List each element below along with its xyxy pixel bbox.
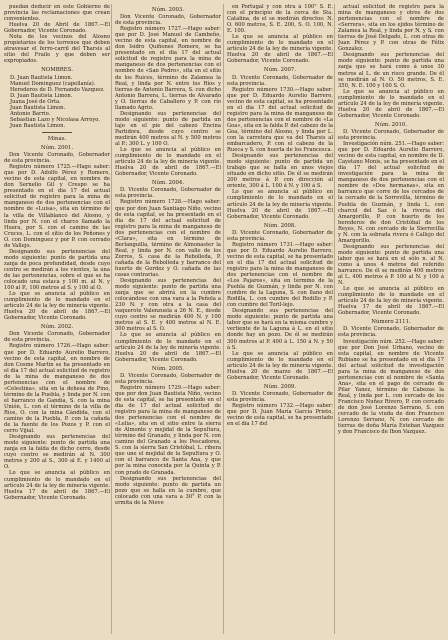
paragraph: Investigación núm. 252.—Hago saber: que por Don José Urbano, vecino de esta capital, en nombre de Vicente Rubiano se ha presentado en el dia 17 del actual solicitud de investigación para la mina de manganeso de dos pertenencias con el nombre de «Santa Ana», sita en el pago de cercado de Pilar Yanez, término de Cabezas la Real, y linda por L. con cercado de los Francisco Nuñez Rivero, P. con cercado de don José Lorenzo Serrano, S. con cercado de la viuda de don Francisco Lorenzo Serrano, N. con cercado de tierras de doña María Esteban Vazquez y don Francisco de Ibon Vazquez.: [338, 338, 444, 436]
name-entry: Juan Bautista Limon.: [10, 104, 66, 111]
paragraph: Huelva 20 de Abril de 1867.—El Gobernador, Vicente Coronado.: [4, 22, 110, 35]
column-divider: [223, 4, 224, 634]
paragraph: Registro número 1726.—Hago saber: que por D. Eduardo Aurelio Barrero, vecino de esta capital, en nombre de don Cosme Martin se ha presentado en el dia 17 del actual solicitud de registro de la mina de manganeso de dos pertenencias con el nombre de «Celestina», sita en la dehesa de Pino, término de la Puebla, y linda por N. con el barranco de Gandía, S. con la mina Unión, L. con el término de la villa de Ríos, O. con la mina Cándida, con el camino de la Puebla, P. con la cañada de la fuente de los Pozos y P. con el cerro Vijial.: [4, 343, 110, 435]
paragraph: Lo que se anuncia al público en cumplimiento de lo mandado en el artículo 24 de la ley de minería vigente. Huelva 20 de abril de 1867.—El Gobernador, Vicente Coronado.: [115, 332, 221, 363]
paragraph: puedan deducir en este Gobierno de provincia las reclamaciones que crean convenientes.: [4, 4, 110, 23]
name-entry: Manuel Dominguez (capellanía).: [10, 80, 96, 87]
paragraph: Registro número 1729.—Hago saber: que por don Juan Bautista Niño, vecino de esta capital, se ha presentado en el dia de 17 del actual solicitud de registro para la mina de manganeso de dos pertenencias con el nombre de «Lelia», sita en el sitio entre la sierra de Almonte y mejidal de la Sepultura, término del Granado, y linda por N. con camino del Granado a los Pescadores, S. con la sierra San Cristóbal, L. ribera que une el mejidal de la Sepultura y O. con el barranco de Santa Ana, y que por la mina conocida por la Quinta y P. con prado de Granada.: [115, 384, 221, 476]
section-heading: NOMBRES.: [41, 67, 73, 74]
column-2: [115, 4, 221, 636]
column-divider: [111, 4, 112, 634]
paragraph: Lo que se anuncia al público en cumplimiento de lo mandado en el artículo 24 de la ley de minería vigente. Huelva 20 de marzo de 1867.—El Gobernador, Vicente Coronado.: [227, 350, 333, 381]
paragraph: Designando sus pertenencias del modo siguiente: punto de partida una labor que se hará en la misma cumbre y vertiente de la Laguna á L. en el sitio donde hay un pozo. De él se medirán 300 metros al P. 400 á L. 150 á N. y 50 á S.: [227, 308, 333, 351]
name-entry: Sebastian Lazo y Nicolasa Arroyo.: [10, 116, 100, 123]
paragraph: Designando sus pertenencias del modo siguiente: punto de partida una zanja en la falda de dicho cerro, desde cuyo centro se medirán al N. 300 metros y 200 al S., 300 al E. y 1400 al O.: [4, 434, 110, 471]
section-heading: Núm. 2003.: [151, 7, 185, 13]
name-entry: Juana José de Orta.: [10, 98, 61, 105]
paragraph: actual solicitud de registro para la mina de manganeso y otros de dos pertenencias con el nombre de «Serrera», sita en los ejidos término de Zalamea la Real, y linda por N. y S. con tierras de José Delgado, L. con otras de Juan Pérez y P. con otras de Félix Gonzalez.: [338, 4, 444, 53]
paragraph: Don Vicente Coronado, Gobernador de esta provincia.: [4, 331, 110, 344]
paragraph: Registro número 1725.—Hago saber: que por D. Adolfo Pérez y Romero, vecino de esta capital, en nombre de don Sernelio Gil y Crespo se ha presentado en el dia 17 del actual solicitud de registro para la mina de manganeso de dos pertenencias con el nombre de «Luisa», sita en término de la villa de Villablanco del Alosno, y linda por N. con el charco llamado la Huera, por S. con el camino de las Cruces, L. con el sitio de los Peñones y O. con Dominguez y por P. con cerrado de Vallejo.: [4, 164, 110, 249]
names-list: [4, 75, 110, 129]
section-heading: Núm. 2005.: [151, 365, 185, 372]
section-heading: Número 2111.: [371, 319, 411, 326]
paragraph: Lo que se anuncia al público en cumplimiento de lo mandado en el artículo 24 de la ley de minería vigente. Huelva 20 de abril de 1867.—El Gobernador, Vicente Coronado.: [227, 189, 333, 220]
name-entry: D. Juan Bautista Limon.: [10, 74, 73, 81]
paragraph: Lo que se anuncia al público en cumplimiento de lo mandado en el artículo 24 de la ley de minería vigente. Huelva 20 de abril de 1867.—El Gobernador, Vicente Coronado.: [4, 291, 110, 322]
paragraph: Nota de los vecinos del Alosno propietarios de los terrenos que deben atravesar el ferro-carril del Tharsis al sitio del Fraile y que deben ser expropiados.: [4, 34, 110, 65]
paragraph: D. Vicente Coronado, Gobernador de esta provincia.: [227, 390, 333, 403]
paragraph: Lo que se anuncia al público en cumplimiento de lo mandado en el artículo 24 de la ley de minería vigente. Huelva 17 de abril de 1867.—El Gobernador, Vicente Coronado.: [338, 286, 444, 317]
paragraph: Don Vicente Coronado, Gobernador de esta provincia.: [115, 14, 221, 27]
section-heading: Núm. 2001.: [40, 144, 74, 151]
paragraph: Designando sus pertenencias del modo siguiente: punto de partida una zanja que se hará como á unos 30 metros al L. de un risco grande. De él se medirán al N. O. 50 metros, S. E. 350, N. E. 100 y 100 S. O.: [338, 52, 444, 89]
paragraph: Lo que se anuncia al público en cumplimiento de lo mandado en el artículo 24 de la ley de minería vigente. Huelva 20 de abril de 1867.—El Gobernador, Vicente Coronado.: [115, 147, 221, 178]
name-entry: D. Juan Bautista Limon.: [10, 92, 73, 99]
paragraph: Designando sus pertenencias del modo siguiente: punto de partida un tajo en el pie del cabezo Encina Partidora, desde cuyo centro se medirán 400 metros al N. y 500 metros al P.; 300 L. y 100 O.: [115, 110, 221, 148]
section-heading: Minas.: [47, 135, 67, 142]
section-heading: Núm. 2004.: [151, 180, 185, 187]
paragraph: Registro número 1732.—Hago saber: que por D. Juan María García Prieto, vecino de esta capital, se ha presentado en el dia 17 del: [227, 403, 333, 428]
paragraph: Designando sus pertenencias del modo siguiente: punto de partida una zanja que se abrirá en la cumbre colocándose con una vara a la Peñola a 230 N. y con otra a la casa del vaquerote Valenzuela a 26 N. E., desde cuyo centro se medirán 400 N. y 100 metros al S. E. y 400 metros al N. E. 300 metros al S. O.: [115, 278, 221, 333]
section-heading: Núm. 2009.: [263, 383, 297, 390]
section-heading: Núm. 2007.: [263, 67, 297, 74]
column-divider: [334, 4, 335, 634]
paragraph: Lo que se anuncia al público en cumplimiento de lo mandado en el artículo 24 de la ley de minería vigente. Huelva 20 de abril de 1867.—El Gobernador, Vicente Coronado.: [338, 88, 444, 119]
name-entry: Juan Bautista Limon.: [10, 122, 66, 129]
paragraph: Registro número 1727.—Hago saber: que por D. José Manuel de Cambeño, vecino de esta capital, en nombre de don Isidro Quiñones Romero, se ha presentado en el dia 17 del actual solicitud de registro para la mina de manganeso de dos pertenencias con el nombre de «San Pedro», sita en el sitio de los Ruices, término de Zalamea la Real, y linda por N. entre los Ríos y tierras de Antonio Barrera, S. con dicho Antonio Barrera, L. tierras de Alvarado y O. tierras de Caballero y P. con río llamado Agrio.: [115, 26, 221, 111]
paragraph: Registro número 1728.—Hago saber: que por don Juan Santiago Niño, vecino de esta capital, se ha presentado en el dia de 17 del actual solicitud de registro para la mina de manganeso de dos pertenencias con el nombre de «Clara», sita en término de Berlanguilla, término de Almonaster la Real, y linda por N. con valle de los Zorros, S. casa de la Rebolleda, P. cañada de la Rebolleda y barranco del huerto de Gordez y O. cañada de las casas contrarias.: [115, 199, 221, 279]
paragraph: Designando sus pertenencias del modo siguiente: punto de partida un trabajo que se halla en unos viejos situado en dicho sitio. De él se medirán 200 metros á P. con dirección al oriente, 300 á L. 100 á N. y 100 á S.: [227, 153, 333, 190]
paragraph: Lo que se anuncia al público en cumplimiento de lo mandado en el artículo 24 de la ley de minería vigente. Huelva 17 de abril de 1867.—El Gobernador, Vicente Coronado.: [4, 470, 110, 501]
column-4: [338, 4, 444, 636]
paragraph: Designando sus pertenencias del modo siguiente: punto de partida un pozo que se halla en la cumbre, que colocado con una vara a 30° P. con la ermita de la Nieve: [115, 475, 221, 506]
section-separator: [42, 132, 72, 133]
paragraph: Registro número 1731.—Hago saber: que por D. Eduardo Aurelio Barrero, vecino de esta capital, se ha presentado en el dia 17 del actual solicitud de registro para la mina de manganeso de dos pertenencias con el nombre de «Los Pajaros», sita en término de la Puebla de Guzmán, y linda por N. con cumbre de la Laguna, S. con llano del Rodilla, L. con cumbre del Rodillo y P. con cumbre del Toril-lejo.: [227, 241, 333, 309]
column-3: [227, 4, 333, 636]
paragraph: Registro número 1730.—Hago saber: que por D. Eduardo Aurelio Barrero, vecino de esta capital, se ha presentado en el dia 17 del actual solicitud de registro para la mina de manganeso de dos pertenencias con el nombre de «La Goa», sita en la falda P. del cabezo de la Goa, término del Alosno, y linda por L. con la carretera que va del Tharsis al embarcadero, P. con el cabezo de la Rueca y S. con huerta de los Francesca.: [227, 86, 333, 154]
section-heading: Núm. 2002.: [40, 324, 74, 331]
paragraph: D. Vicente Coronado, Gobernador de esta provincia.: [227, 229, 333, 242]
paragraph: Investigación núm. 251.—Hago saber: que por D. Eduardo Aurelio Barrero, vecino de esta capital, en nombre de D. Cayetano Monis, se ha presentado en el dia 17 del actual solicitud de investigación para la mina de manganeso de dos pertenencias con el nombre de «Dos hermanas», sita en barranco que corre de los cercados de la cercado de la Sorrevilla, término de Puebla de Guzmán, y linda L. con charcol del Saz ó la riveria del Amargorillo, P. con huerto de los herederos de don Cristóbal de los Reyes, N. con cercado de la Sierrecilla y N. con la sobrada rivera ó Callejo del Amargorillo.: [338, 141, 444, 244]
name-entry: Antonio Barrio.: [10, 110, 51, 117]
section-heading: Núm. 2010.: [374, 121, 408, 128]
paragraph: D. Vicente Coronado, Gobernador de esta provincia.: [227, 74, 333, 87]
paragraph: Lo que se anuncia al público en cumplimiento de lo mandado en el artículo 24 de la ley de minería vigente. Huelva 20 de abril de 1867.—El Gobernador, Vicente Coronado.: [227, 34, 333, 65]
paragraph: D. Vicente Coronado, Gobernador de esta provincia.: [115, 372, 221, 385]
name-entry: Herederos de D. Fernando Vazquez.: [10, 86, 105, 93]
paragraph: D. Vicente Coronado, Gobernador de esta provincia.: [115, 187, 221, 200]
paragraph: D. Vicente Coronado, Gobernador de esta provincia.: [338, 326, 444, 339]
section-heading: Núm. 2008.: [263, 222, 297, 229]
paragraph: D. Vicente Coronado, Gobernador de esta provincia.: [338, 128, 444, 141]
paragraph: Don Vicente Coronado, Gobernador de esta provincia.: [4, 152, 110, 165]
paragraph: Designando sus pertenencias del modo siguiente: punto de partida una labor que se hará en el sólo n. al N. como á unos 4 metros del referido barranco. De él se medirán 400 metros al L. 400 metros á P. 100 al N. y 100 á N.: [338, 243, 444, 287]
column-1: [4, 4, 110, 636]
paragraph: Designando sus pertenencias del modo siguiente: punto de partida una zanja de poca profundidad, desde cuyo centro se medirán a los vientos, la una de las pertenencias, sobre el que se ha colocado una estaca y 100 m. al N. y 100 al P., 100 metros al S. y 100 al O.: [4, 248, 110, 292]
paragraph: en Portugal y con otra á 100° S. E. con el principio de la cerca de Sta. Catalina, de el se medirán directos: N. O. 600 metros, S. E. 200, S. O. 100, N. E. 100.: [227, 4, 333, 35]
